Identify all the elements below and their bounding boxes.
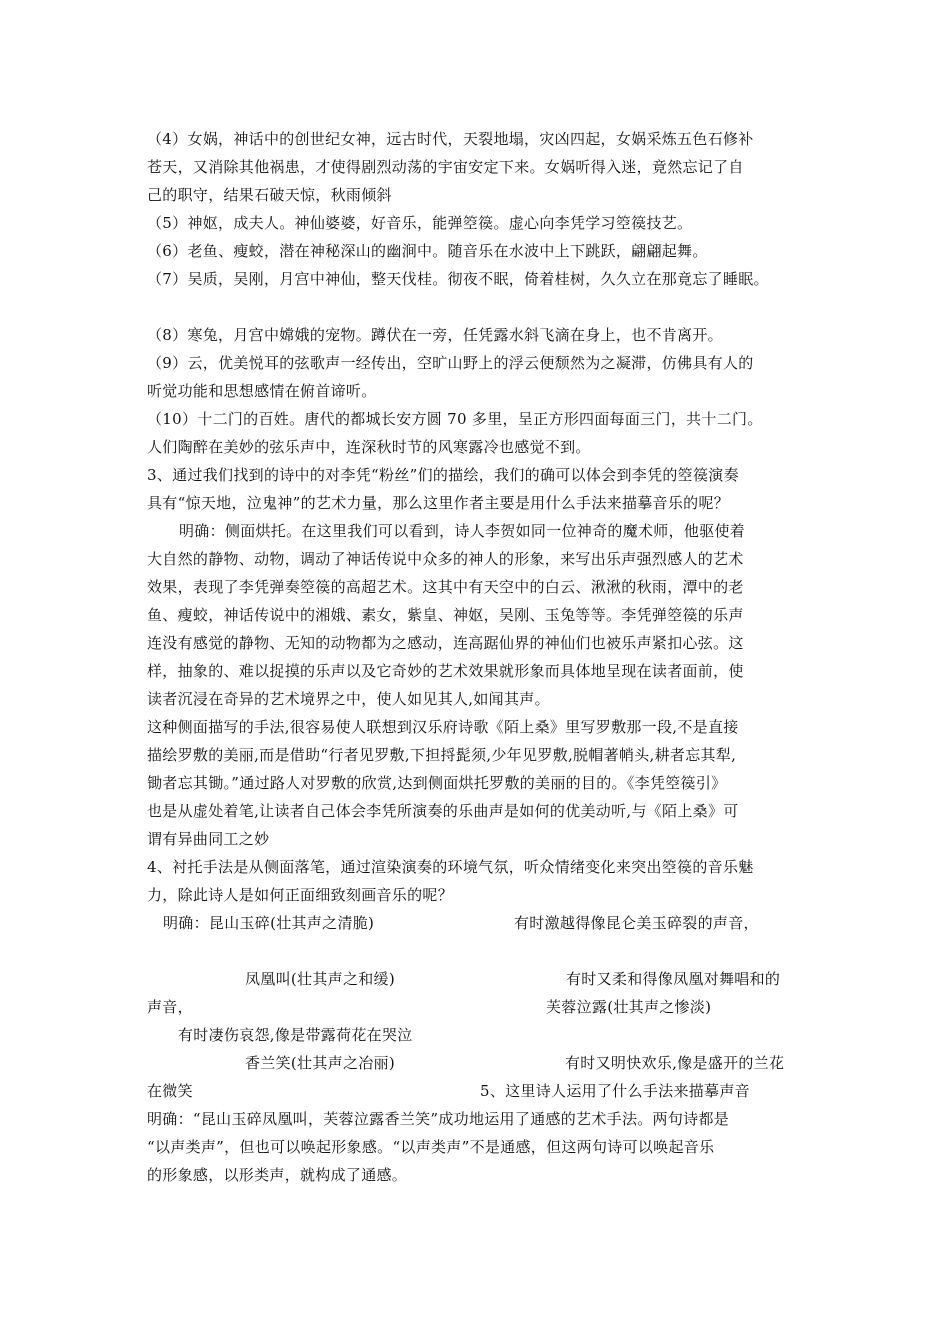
text-line: 也是从虚处着笔,让读者自己体会李凭所演奏的乐曲声是如何的优美动听,与《陌上桑》可: [147, 802, 739, 820]
text-line: 苍天，又消除其他祸患，才使得剧烈动荡的宇宙安定下来。女娲听得入迷，竟然忘记了自: [147, 158, 744, 176]
text-line: 明确：昆山玉碎(壮其声之清脆): [163, 914, 375, 932]
text-line: 听觉功能和思想感情在俯首谛听。: [147, 382, 377, 400]
text-line: 具有“惊天地，泣鬼神”的艺术力量，那么这里作者主要是用什么手法来描摹音乐的呢？: [147, 494, 730, 512]
text-line: （10）十二门的百姓。唐代的都城长安方圆 70 多里，呈正方形四面每面三门，共十二门。: [147, 410, 763, 428]
text-line: （4）女娲，神话中的创世纪女神，远古时代，天裂地塌，灾凶四起，女娲采炼五色石修补: [147, 130, 754, 148]
text-line: 锄者忘其锄。”通过路人对罗敷的欣赏,达到侧面烘托罗敷的美丽的目的。《李凭箜篌引》: [147, 774, 727, 792]
text-line: 4、衬托手法是从侧面落笔，通过渲染演奏的环境气氛，听众情绪变化来突出箜篌的音乐魅: [147, 858, 754, 876]
text-line: 凤凰叫(壮其声之和缓): [245, 970, 396, 988]
text-line: （7）吴质，吴刚，月宫中神仙，整天伐桂。彻夜不眠，倚着桂树，久久立在那竟忘了睡眠。: [147, 270, 769, 288]
text-line: 己的职守，结果石破天惊，秋雨倾斜: [147, 186, 392, 204]
text-line: （9）云，优美悦耳的弦歌声一经传出，空旷山野上的浮云便颓然为之凝滞，仿佛具有人的: [147, 354, 754, 372]
text-line: 芙蓉泣露(壮其声之惨淡): [546, 998, 712, 1016]
text-line: 有时又明快欢乐,像是盛开的兰花: [565, 1054, 785, 1072]
text-line: （8）寒兔，月宫中嫦娥的宠物。蹲伏在一旁，任凭露水斜飞滴在身上，也不肯离开。: [147, 326, 723, 344]
text-line: 香兰笑(壮其声之冶丽): [245, 1054, 396, 1072]
text-line: 3、通过我们找到的诗中的对李凭“粉丝”们的描绘，我们的确可以体会到李凭的箜篌演奏: [147, 466, 739, 484]
text-line: 5、这里诗人运用了什么手法来描摹声音: [480, 1082, 750, 1100]
text-line: 声音，: [147, 998, 193, 1016]
text-line: 读者沉浸在奇异的艺术境界之中，使人如见其人,如闻其声。: [147, 690, 550, 708]
text-line: 力，除此诗人是如何正面细致刻画音乐的呢？: [147, 886, 454, 904]
text-line: 有时又柔和得像凤凰对舞唱和的: [566, 970, 781, 988]
text-line: 明确：侧面烘托。在这里我们可以看到，诗人李贺如同一位神奇的魔术师，他驱使着: [179, 522, 746, 540]
text-line: 有时激越得像昆仑美玉碎裂的声音，: [514, 914, 759, 932]
text-line: 的形象感，以形类声，就构成了通感。: [147, 1166, 408, 1184]
text-line: 大自然的静物、动物，调动了神话传说中众多的神人的形象，来写出乐声强烈感人的艺术: [147, 550, 744, 568]
text-line: 这种侧面描写的手法,很容易使人联想到汉乐府诗歌《陌上桑》里写罗敷那一段,不是直接: [147, 718, 739, 736]
text-line: “以声类声”，但也可以唤起形象感。“以声类声”不是通感，但这两句诗可以唤起音乐: [147, 1138, 715, 1156]
text-line: 在微笑: [147, 1082, 193, 1100]
text-line: 样，抽象的、难以捉摸的乐声以及它奇妙的艺术效果就形象而具体地呈现在读者面前，使: [147, 662, 744, 680]
text-line: 连没有感觉的静物、无知的动物都为之感动，连高踞仙界的神仙们也被乐声紧扣心弦。这: [147, 634, 744, 652]
text-line: 效果，表现了李凭弹奏箜篌的高超艺术。这其中有天空中的白云、湫湫的秋雨，潭中的老: [147, 578, 744, 596]
text-line: 描绘罗敷的美丽,而是借助“行者见罗敷,下担捋髭须,少年见罗敷,脱帽著帩头,耕者忘其犁,: [147, 746, 737, 764]
text-line: 谓有异曲同工之妙: [147, 830, 270, 848]
text-line: （6）老鱼、瘦蛟，潜在神秘深山的幽涧中。随音乐在水波中上下跳跃，翩翩起舞。: [147, 242, 708, 260]
text-line: 鱼、瘦蛟，神话传说中的湘娥、素女，紫皇、神妪，吴刚、玉兔等等。李凭弹箜篌的乐声: [147, 606, 744, 624]
text-line: 有时凄伤哀怨,像是带露荷花在哭泣: [178, 1026, 413, 1044]
text-line: （5）神妪，成夫人。神仙婆婆，好音乐，能弹箜篌。虚心向李凭学习箜篌技艺。: [147, 214, 693, 232]
text-line: 人们陶醉在美妙的弦乐声中，连深秋时节的风寒露冷也感觉不到。: [147, 438, 591, 456]
text-line: 明确：“昆山玉碎凤凰叫，芙蓉泣露香兰笑”成功地运用了通感的艺术手法。两句诗都是: [147, 1110, 730, 1128]
